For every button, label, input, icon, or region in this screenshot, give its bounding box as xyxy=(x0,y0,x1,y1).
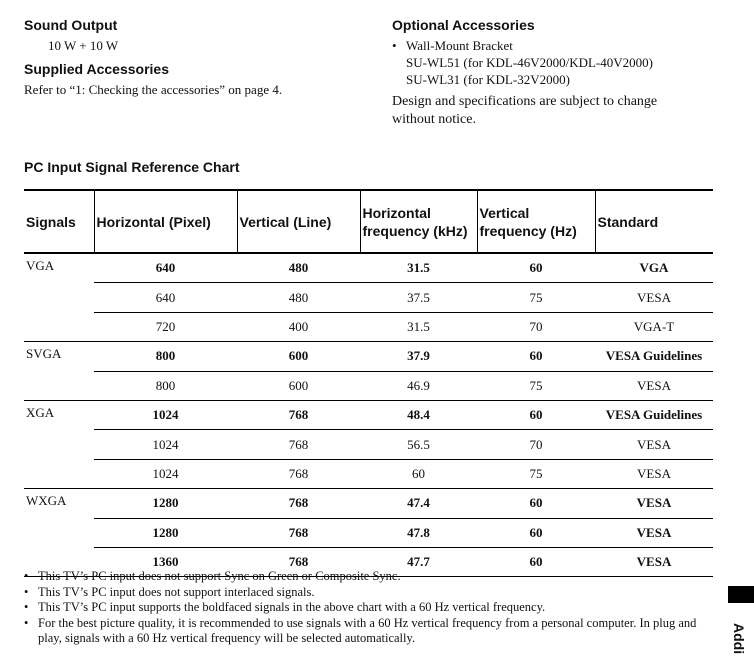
cell-vertical-frequency: 60 xyxy=(477,253,595,283)
cell-horizontal-frequency: 47.8 xyxy=(360,518,477,547)
cell-standard: VGA xyxy=(595,253,713,283)
cell-standard: VESA xyxy=(595,430,713,459)
cell-vertical-line: 600 xyxy=(237,342,360,371)
table-row xyxy=(24,459,713,488)
cell-horizontal-pixel: 800 xyxy=(94,371,237,400)
cell-horizontal-frequency: 37.5 xyxy=(360,283,477,312)
cell-vertical-frequency: 75 xyxy=(477,283,595,312)
optional-accessory-item: Wall-Mount Bracket xyxy=(406,38,513,53)
cell-vertical-line: 768 xyxy=(237,459,360,488)
pc-input-signal-table xyxy=(24,189,713,577)
cell-vertical-frequency: 60 xyxy=(477,342,595,371)
signal-name: WXGA xyxy=(24,489,94,577)
specifications-note: Design and specifications are subject to change without notice. xyxy=(392,94,658,127)
cell-vertical-line: 400 xyxy=(237,312,360,341)
cell-horizontal-frequency: 56.5 xyxy=(360,430,477,459)
chart-title: PC Input Signal Reference Chart xyxy=(24,159,240,175)
optional-accessory-line-2: SU-WL31 (for KDL-32V2000) xyxy=(406,72,570,87)
cell-vertical-frequency: 75 xyxy=(477,371,595,400)
cell-horizontal-pixel: 1024 xyxy=(94,430,237,459)
cell-vertical-frequency: 75 xyxy=(477,459,595,488)
cell-vertical-frequency: 60 xyxy=(477,547,595,576)
cell-horizontal-frequency: 31.5 xyxy=(360,253,477,283)
cell-horizontal-pixel: 640 xyxy=(94,283,237,312)
table-row xyxy=(24,283,713,312)
cell-standard: VGA-T xyxy=(595,312,713,341)
cell-vertical-frequency: 60 xyxy=(477,489,595,518)
cell-standard: VESA Guidelines xyxy=(595,342,713,371)
section-tab-marker xyxy=(728,586,754,603)
cell-horizontal-pixel: 720 xyxy=(94,312,237,341)
sound-output-value: 10 W + 10 W xyxy=(48,38,119,53)
cell-vertical-frequency: 70 xyxy=(477,312,595,341)
cell-standard: VESA xyxy=(595,547,713,576)
supplied-accessories-text: Refer to “1: Checking the accessories” on page 4. xyxy=(24,82,283,97)
signal-name: VGA xyxy=(24,253,94,342)
table-row xyxy=(24,430,713,459)
cell-horizontal-frequency: 31.5 xyxy=(360,312,477,341)
supplied-accessories-heading: Supplied Accessories xyxy=(24,61,169,77)
cell-horizontal-frequency: 48.4 xyxy=(360,400,477,429)
cell-standard: VESA xyxy=(595,489,713,518)
cell-vertical-line: 480 xyxy=(237,283,360,312)
cell-vertical-frequency: 60 xyxy=(477,518,595,547)
cell-horizontal-pixel: 1024 xyxy=(94,400,237,429)
cell-vertical-frequency: 70 xyxy=(477,430,595,459)
cell-standard: VESA xyxy=(595,459,713,488)
note-item: • This TV’s PC input does not support interlaced signals. xyxy=(24,584,315,599)
cell-standard: VESA xyxy=(595,518,713,547)
cell-horizontal-pixel: 1024 xyxy=(94,459,237,488)
side-tab-label: Addi xyxy=(731,623,747,655)
cell-horizontal-pixel: 1280 xyxy=(94,489,237,518)
cell-vertical-line: 768 xyxy=(237,400,360,429)
header-horizontal-frequency: Horizontal frequency (kHz) xyxy=(360,190,477,253)
table-row xyxy=(24,312,713,341)
cell-vertical-line: 480 xyxy=(237,253,360,283)
cell-vertical-line: 768 xyxy=(237,518,360,547)
optional-accessories-heading: Optional Accessories xyxy=(392,17,535,33)
optional-accessory-bullet: • xyxy=(392,38,397,53)
cell-horizontal-pixel: 1360 xyxy=(94,547,237,576)
cell-horizontal-frequency: 47.7 xyxy=(360,547,477,576)
cell-horizontal-pixel: 640 xyxy=(94,253,237,283)
note-item: • For the best picture quality, it is recommended to use signals with a 60 Hz vertical frequency from a personal computer. In plug and play, signals with a 60 Hz vertical frequency will be selected automatically. xyxy=(24,615,697,645)
cell-vertical-line: 600 xyxy=(237,371,360,400)
header-vertical-line: Vertical (Line) xyxy=(237,190,360,253)
signal-name: SVGA xyxy=(24,342,94,401)
cell-standard: VESA xyxy=(595,283,713,312)
cell-horizontal-frequency: 47.4 xyxy=(360,489,477,518)
cell-vertical-line: 768 xyxy=(237,430,360,459)
sound-output-heading: Sound Output xyxy=(24,17,118,33)
cell-horizontal-frequency: 37.9 xyxy=(360,342,477,371)
cell-horizontal-pixel: 1280 xyxy=(94,518,237,547)
table-row xyxy=(24,371,713,400)
notes-list xyxy=(24,569,714,647)
cell-vertical-frequency: 60 xyxy=(477,400,595,429)
cell-vertical-line: 768 xyxy=(237,489,360,518)
table-row xyxy=(24,489,713,518)
note-item: • This TV’s PC input supports the boldfaced signals in the above chart with a 60 Hz vertical frequency. xyxy=(24,600,546,614)
table-row xyxy=(24,253,713,283)
table-row xyxy=(24,342,713,371)
signal-name: XGA xyxy=(24,400,94,488)
cell-standard: VESA xyxy=(595,371,713,400)
header-signals: Signals xyxy=(24,190,94,253)
header-horizontal-pixel: Horizontal (Pixel) xyxy=(94,190,237,253)
cell-horizontal-frequency: 46.9 xyxy=(360,371,477,400)
table-row xyxy=(24,400,713,429)
cell-standard: VESA Guidelines xyxy=(595,400,713,429)
header-standard: Standard xyxy=(595,190,713,253)
note-item: • This TV’s PC input does not support Sync on Green or Composite Sync. xyxy=(24,569,401,583)
optional-accessory-line-1: SU-WL51 (for KDL-46V2000/KDL-40V2000) xyxy=(406,55,653,70)
header-vertical-frequency: Vertical frequency (Hz) xyxy=(477,190,595,253)
table-row xyxy=(24,518,713,547)
cell-horizontal-pixel: 800 xyxy=(94,342,237,371)
cell-vertical-line: 768 xyxy=(237,547,360,576)
cell-horizontal-frequency: 60 xyxy=(360,459,477,488)
